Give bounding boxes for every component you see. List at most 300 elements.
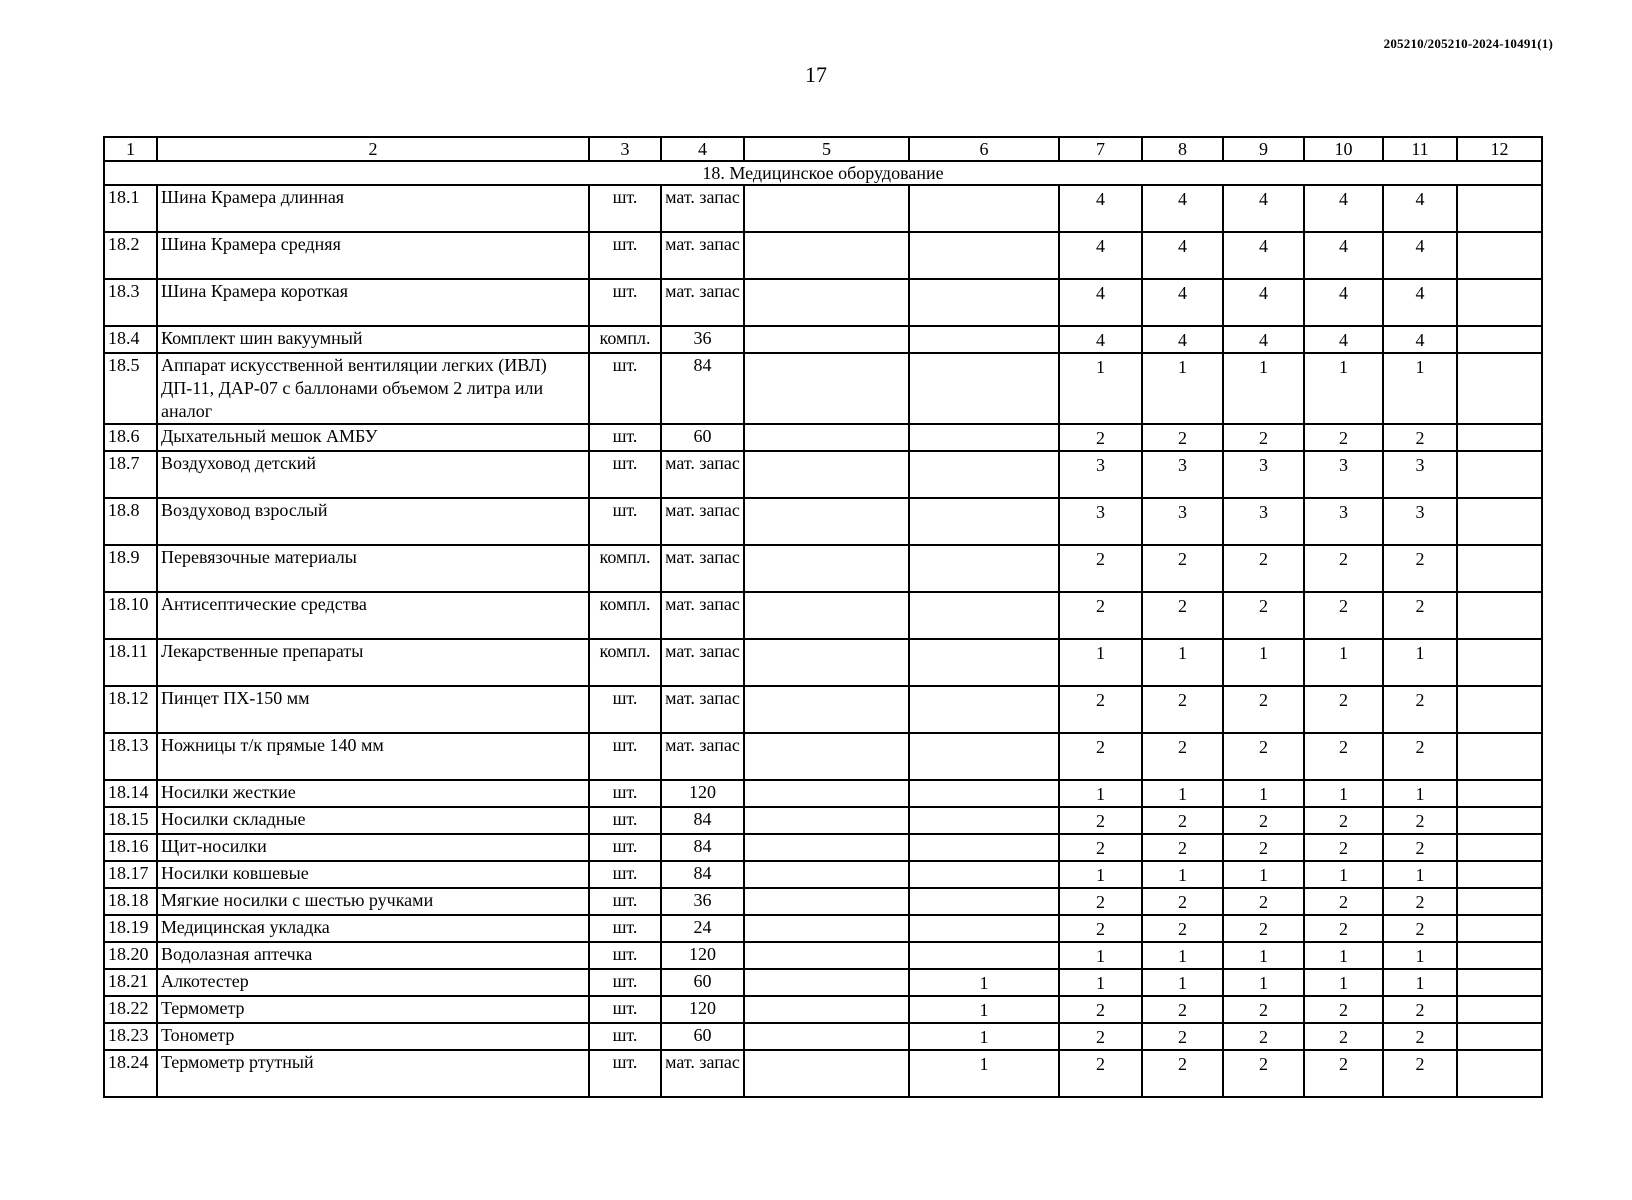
col10-cell: 1 [1304, 861, 1383, 888]
col7-cell: 2 [1059, 424, 1142, 451]
quantity-cell: 36 [661, 326, 744, 353]
quantity-cell: мат. запас [661, 545, 744, 592]
col5-cell [744, 834, 909, 861]
col6-cell [909, 498, 1059, 545]
item-name: Воздуховод взрослый [157, 498, 589, 545]
col6-cell [909, 545, 1059, 592]
col5-cell [744, 185, 909, 232]
col5-cell [744, 888, 909, 915]
col5-cell [744, 639, 909, 686]
item-name: Перевязочные материалы [157, 545, 589, 592]
unit-cell: шт. [589, 185, 661, 232]
col11-cell: 2 [1383, 686, 1457, 733]
quantity-cell: 36 [661, 888, 744, 915]
col9-cell: 2 [1223, 1050, 1304, 1097]
unit-cell: шт. [589, 424, 661, 451]
column-number-row [104, 137, 1542, 161]
col12-cell [1457, 942, 1542, 969]
col12-cell [1457, 834, 1542, 861]
table-row [104, 996, 1542, 1023]
item-name: Носилки жесткие [157, 780, 589, 807]
col12-cell [1457, 639, 1542, 686]
table-row [104, 451, 1542, 498]
row-number: 18.8 [104, 498, 157, 545]
col8-cell: 2 [1142, 1050, 1223, 1097]
row-number: 18.18 [104, 888, 157, 915]
unit-cell: шт. [589, 451, 661, 498]
quantity-cell: мат. запас [661, 1050, 744, 1097]
col5-cell [744, 498, 909, 545]
item-name: Термометр ртутный [157, 1050, 589, 1097]
quantity-cell: мат. запас [661, 451, 744, 498]
col11-cell: 1 [1383, 861, 1457, 888]
col9-cell: 2 [1223, 915, 1304, 942]
col5-cell [744, 942, 909, 969]
quantity-cell: 120 [661, 780, 744, 807]
col6-cell [909, 451, 1059, 498]
quantity-cell: 60 [661, 1023, 744, 1050]
col9-cell: 1 [1223, 942, 1304, 969]
col5-cell [744, 1050, 909, 1097]
col7-cell: 4 [1059, 185, 1142, 232]
col9-cell: 2 [1223, 807, 1304, 834]
col8-cell: 2 [1142, 915, 1223, 942]
table-row [104, 942, 1542, 969]
col6-cell [909, 888, 1059, 915]
col11-cell: 2 [1383, 545, 1457, 592]
row-number: 18.1 [104, 185, 157, 232]
column-header: 5 [744, 137, 909, 161]
item-name: Алкотестер [157, 969, 589, 996]
col12-cell [1457, 733, 1542, 780]
col5-cell [744, 326, 909, 353]
col7-cell: 1 [1059, 353, 1142, 424]
unit-cell: шт. [589, 888, 661, 915]
col8-cell: 2 [1142, 834, 1223, 861]
column-header: 7 [1059, 137, 1142, 161]
quantity-cell: 60 [661, 969, 744, 996]
col12-cell [1457, 1050, 1542, 1097]
col11-cell: 3 [1383, 451, 1457, 498]
quantity-cell: 60 [661, 424, 744, 451]
column-header: 6 [909, 137, 1059, 161]
table-row [104, 834, 1542, 861]
quantity-cell: 84 [661, 353, 744, 424]
col6-cell [909, 733, 1059, 780]
col11-cell: 1 [1383, 969, 1457, 996]
col6-cell [909, 861, 1059, 888]
row-number: 18.7 [104, 451, 157, 498]
item-name: Шина Крамера длинная [157, 185, 589, 232]
page-number: 17 [805, 62, 827, 87]
row-number: 18.23 [104, 1023, 157, 1050]
col6-cell [909, 326, 1059, 353]
col9-cell: 4 [1223, 185, 1304, 232]
col6-cell [909, 232, 1059, 279]
quantity-cell: мат. запас [661, 592, 744, 639]
col10-cell: 1 [1304, 780, 1383, 807]
col7-cell: 2 [1059, 807, 1142, 834]
col10-cell: 1 [1304, 969, 1383, 996]
quantity-cell: мат. запас [661, 185, 744, 232]
col10-cell: 1 [1304, 353, 1383, 424]
equipment-table [103, 136, 1543, 1098]
col8-cell: 2 [1142, 545, 1223, 592]
section-title: 18. Медицинское оборудование [104, 161, 1542, 185]
table-row [104, 807, 1542, 834]
col7-cell: 2 [1059, 915, 1142, 942]
col6-cell [909, 686, 1059, 733]
unit-cell: шт. [589, 915, 661, 942]
quantity-cell: мат. запас [661, 498, 744, 545]
col5-cell [744, 592, 909, 639]
col5-cell [744, 807, 909, 834]
col5-cell [744, 353, 909, 424]
col8-cell: 2 [1142, 592, 1223, 639]
col11-cell: 1 [1383, 780, 1457, 807]
col10-cell: 4 [1304, 185, 1383, 232]
row-number: 18.22 [104, 996, 157, 1023]
col9-cell: 4 [1223, 232, 1304, 279]
col7-cell: 2 [1059, 834, 1142, 861]
col6-cell: 1 [909, 1050, 1059, 1097]
col11-cell: 4 [1383, 326, 1457, 353]
col11-cell: 2 [1383, 733, 1457, 780]
unit-cell: шт. [589, 861, 661, 888]
unit-cell: компл. [589, 326, 661, 353]
row-number: 18.21 [104, 969, 157, 996]
col10-cell: 2 [1304, 834, 1383, 861]
col5-cell [744, 686, 909, 733]
column-header: 8 [1142, 137, 1223, 161]
table-row [104, 861, 1542, 888]
item-name: Термометр [157, 996, 589, 1023]
col11-cell: 1 [1383, 639, 1457, 686]
table-row [104, 969, 1542, 996]
col7-cell: 1 [1059, 969, 1142, 996]
col7-cell: 1 [1059, 639, 1142, 686]
item-name: Аппарат искусственной вентиляции легких (ИВЛ) ДП-11, ДАР-07 с баллонами объемом 2 литра или аналог [157, 353, 589, 424]
col5-cell [744, 733, 909, 780]
item-name: Пинцет ПХ-150 мм [157, 686, 589, 733]
col10-cell: 4 [1304, 326, 1383, 353]
col8-cell: 2 [1142, 807, 1223, 834]
item-name: Дыхательный мешок АМБУ [157, 424, 589, 451]
col9-cell: 2 [1223, 834, 1304, 861]
col10-cell: 2 [1304, 545, 1383, 592]
col7-cell: 3 [1059, 451, 1142, 498]
quantity-cell: мат. запас [661, 686, 744, 733]
col7-cell: 4 [1059, 326, 1142, 353]
col5-cell [744, 424, 909, 451]
col8-cell: 1 [1142, 942, 1223, 969]
col8-cell: 1 [1142, 353, 1223, 424]
col6-cell: 1 [909, 969, 1059, 996]
item-name: Носилки складные [157, 807, 589, 834]
col9-cell: 2 [1223, 996, 1304, 1023]
column-header: 12 [1457, 137, 1542, 161]
col10-cell: 2 [1304, 1050, 1383, 1097]
col7-cell: 1 [1059, 780, 1142, 807]
col10-cell: 2 [1304, 915, 1383, 942]
col9-cell: 4 [1223, 326, 1304, 353]
quantity-cell: мат. запас [661, 279, 744, 326]
col10-cell: 2 [1304, 888, 1383, 915]
unit-cell: шт. [589, 1023, 661, 1050]
quantity-cell: 120 [661, 996, 744, 1023]
col9-cell: 1 [1223, 639, 1304, 686]
col12-cell [1457, 861, 1542, 888]
item-name: Антисептические средства [157, 592, 589, 639]
item-name: Шина Крамера короткая [157, 279, 589, 326]
row-number: 18.14 [104, 780, 157, 807]
col7-cell: 1 [1059, 942, 1142, 969]
quantity-cell: мат. запас [661, 639, 744, 686]
col11-cell: 1 [1383, 353, 1457, 424]
col12-cell [1457, 888, 1542, 915]
table-row [104, 424, 1542, 451]
col7-cell: 2 [1059, 592, 1142, 639]
unit-cell: шт. [589, 996, 661, 1023]
col6-cell [909, 780, 1059, 807]
row-number: 18.24 [104, 1050, 157, 1097]
row-number: 18.3 [104, 279, 157, 326]
table-row [104, 915, 1542, 942]
col12-cell [1457, 915, 1542, 942]
col11-cell: 2 [1383, 834, 1457, 861]
item-name: Медицинская укладка [157, 915, 589, 942]
row-number: 18.9 [104, 545, 157, 592]
col9-cell: 1 [1223, 861, 1304, 888]
row-number: 18.6 [104, 424, 157, 451]
unit-cell: шт. [589, 498, 661, 545]
unit-cell: шт. [589, 969, 661, 996]
col9-cell: 1 [1223, 780, 1304, 807]
col11-cell: 2 [1383, 807, 1457, 834]
col5-cell [744, 232, 909, 279]
col12-cell [1457, 424, 1542, 451]
row-number: 18.19 [104, 915, 157, 942]
item-name: Лекарственные препараты [157, 639, 589, 686]
col7-cell: 2 [1059, 733, 1142, 780]
col5-cell [744, 279, 909, 326]
col10-cell: 2 [1304, 1023, 1383, 1050]
col11-cell: 1 [1383, 942, 1457, 969]
column-header: 1 [104, 137, 157, 161]
col11-cell: 4 [1383, 232, 1457, 279]
table-row [104, 888, 1542, 915]
document-id: 205210/205210-2024-10491(1) [1383, 36, 1553, 51]
unit-cell: компл. [589, 592, 661, 639]
col12-cell [1457, 279, 1542, 326]
unit-cell: компл. [589, 639, 661, 686]
unit-cell: шт. [589, 733, 661, 780]
col7-cell: 1 [1059, 861, 1142, 888]
row-number: 18.2 [104, 232, 157, 279]
col10-cell: 2 [1304, 592, 1383, 639]
col12-cell [1457, 451, 1542, 498]
col6-cell [909, 185, 1059, 232]
col6-cell [909, 639, 1059, 686]
col10-cell: 2 [1304, 996, 1383, 1023]
item-name: Щит-носилки [157, 834, 589, 861]
col12-cell [1457, 326, 1542, 353]
col11-cell: 2 [1383, 1050, 1457, 1097]
col7-cell: 4 [1059, 232, 1142, 279]
col8-cell: 1 [1142, 639, 1223, 686]
unit-cell: шт. [589, 942, 661, 969]
col6-cell [909, 353, 1059, 424]
quantity-cell: 84 [661, 834, 744, 861]
table-row [104, 686, 1542, 733]
col8-cell: 3 [1142, 451, 1223, 498]
col9-cell: 1 [1223, 969, 1304, 996]
quantity-cell: 120 [661, 942, 744, 969]
col9-cell: 2 [1223, 1023, 1304, 1050]
row-number: 18.13 [104, 733, 157, 780]
col5-cell [744, 1023, 909, 1050]
item-name: Ножницы т/к прямые 140 мм [157, 733, 589, 780]
row-number: 18.17 [104, 861, 157, 888]
col5-cell [744, 861, 909, 888]
unit-cell: шт. [589, 353, 661, 424]
col9-cell: 2 [1223, 545, 1304, 592]
table-row [104, 279, 1542, 326]
col12-cell [1457, 780, 1542, 807]
col12-cell [1457, 969, 1542, 996]
item-name: Водолазная аптечка [157, 942, 589, 969]
column-header: 4 [661, 137, 744, 161]
col8-cell: 4 [1142, 185, 1223, 232]
table-row [104, 639, 1542, 686]
col8-cell: 1 [1142, 861, 1223, 888]
column-header: 9 [1223, 137, 1304, 161]
col10-cell: 4 [1304, 232, 1383, 279]
col8-cell: 1 [1142, 780, 1223, 807]
unit-cell: шт. [589, 232, 661, 279]
item-name: Воздуховод детский [157, 451, 589, 498]
col10-cell: 2 [1304, 424, 1383, 451]
col10-cell: 2 [1304, 686, 1383, 733]
col5-cell [744, 996, 909, 1023]
col9-cell: 2 [1223, 686, 1304, 733]
col9-cell: 2 [1223, 888, 1304, 915]
col6-cell [909, 279, 1059, 326]
col5-cell [744, 545, 909, 592]
col12-cell [1457, 185, 1542, 232]
quantity-cell: мат. запас [661, 733, 744, 780]
col7-cell: 2 [1059, 996, 1142, 1023]
table-row [104, 780, 1542, 807]
table-row [104, 326, 1542, 353]
col6-cell: 1 [909, 1023, 1059, 1050]
col8-cell: 2 [1142, 996, 1223, 1023]
col12-cell [1457, 996, 1542, 1023]
col12-cell [1457, 353, 1542, 424]
item-name: Носилки ковшевые [157, 861, 589, 888]
col7-cell: 2 [1059, 1023, 1142, 1050]
col12-cell [1457, 592, 1542, 639]
quantity-cell: 84 [661, 861, 744, 888]
col8-cell: 2 [1142, 1023, 1223, 1050]
col9-cell: 3 [1223, 451, 1304, 498]
col5-cell [744, 451, 909, 498]
item-name: Шина Крамера средняя [157, 232, 589, 279]
col12-cell [1457, 686, 1542, 733]
col5-cell [744, 915, 909, 942]
table-row [104, 592, 1542, 639]
col10-cell: 3 [1304, 451, 1383, 498]
col12-cell [1457, 545, 1542, 592]
item-name: Комплект шин вакуумный [157, 326, 589, 353]
col7-cell: 4 [1059, 279, 1142, 326]
item-name: Тонометр [157, 1023, 589, 1050]
col7-cell: 2 [1059, 888, 1142, 915]
col9-cell: 2 [1223, 592, 1304, 639]
col9-cell: 4 [1223, 279, 1304, 326]
col7-cell: 2 [1059, 1050, 1142, 1097]
col8-cell: 1 [1142, 969, 1223, 996]
unit-cell: шт. [589, 279, 661, 326]
unit-cell: шт. [589, 686, 661, 733]
col11-cell: 2 [1383, 996, 1457, 1023]
col11-cell: 4 [1383, 185, 1457, 232]
col9-cell: 1 [1223, 353, 1304, 424]
col11-cell: 2 [1383, 888, 1457, 915]
table-row [104, 733, 1542, 780]
col8-cell: 3 [1142, 498, 1223, 545]
col8-cell: 4 [1142, 232, 1223, 279]
unit-cell: шт. [589, 834, 661, 861]
column-header: 10 [1304, 137, 1383, 161]
quantity-cell: мат. запас [661, 232, 744, 279]
table-row [104, 353, 1542, 424]
section-row [104, 161, 1542, 185]
table-row [104, 498, 1542, 545]
quantity-cell: 24 [661, 915, 744, 942]
table-row [104, 232, 1542, 279]
col8-cell: 2 [1142, 686, 1223, 733]
col7-cell: 3 [1059, 498, 1142, 545]
col8-cell: 2 [1142, 888, 1223, 915]
col12-cell [1457, 232, 1542, 279]
col7-cell: 2 [1059, 686, 1142, 733]
col8-cell: 4 [1142, 279, 1223, 326]
col10-cell: 1 [1304, 639, 1383, 686]
column-header: 3 [589, 137, 661, 161]
unit-cell: шт. [589, 780, 661, 807]
col6-cell [909, 834, 1059, 861]
col5-cell [744, 780, 909, 807]
col12-cell [1457, 807, 1542, 834]
row-number: 18.4 [104, 326, 157, 353]
col11-cell: 3 [1383, 498, 1457, 545]
col7-cell: 2 [1059, 545, 1142, 592]
row-number: 18.5 [104, 353, 157, 424]
col11-cell: 4 [1383, 279, 1457, 326]
col6-cell [909, 424, 1059, 451]
unit-cell: компл. [589, 545, 661, 592]
col10-cell: 4 [1304, 279, 1383, 326]
row-number: 18.16 [104, 834, 157, 861]
unit-cell: шт. [589, 1050, 661, 1097]
col6-cell: 1 [909, 996, 1059, 1023]
row-number: 18.12 [104, 686, 157, 733]
row-number: 18.15 [104, 807, 157, 834]
table-row [104, 1023, 1542, 1050]
col6-cell [909, 807, 1059, 834]
col8-cell: 2 [1142, 424, 1223, 451]
